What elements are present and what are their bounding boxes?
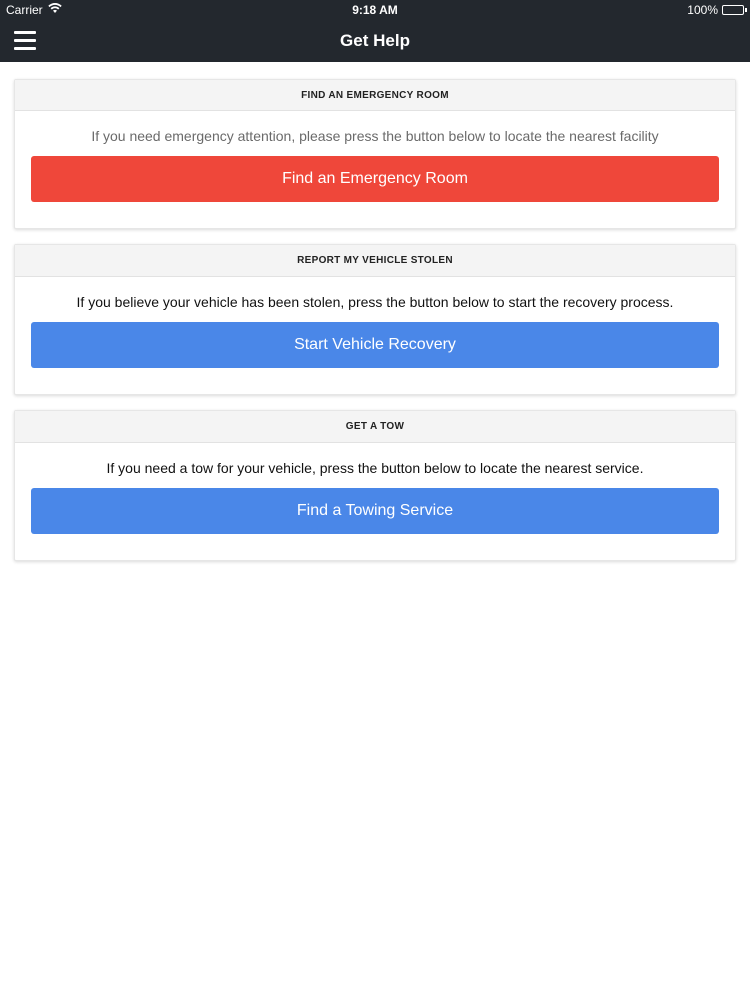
card-header: FIND AN EMERGENCY ROOM <box>15 80 735 111</box>
battery-icon <box>722 5 744 15</box>
find-towing-service-button[interactable]: Find a Towing Service <box>31 488 719 534</box>
status-time: 9:18 AM <box>352 3 398 17</box>
find-emergency-room-button[interactable]: Find an Emergency Room <box>31 156 719 202</box>
help-content <box>14 79 736 576</box>
card-description: If you need emergency attention, please press the button below to locate the nearest facility <box>91 128 659 144</box>
start-vehicle-recovery-button[interactable]: Start Vehicle Recovery <box>31 322 719 368</box>
card-description: If you believe your vehicle has been stolen, press the button below to start the recovery process. <box>76 294 674 310</box>
card-description: If you need a tow for your vehicle, press the button below to locate the nearest service. <box>106 460 644 476</box>
top-bar <box>0 0 750 62</box>
status-bar <box>0 0 750 20</box>
page-title: Get Help <box>340 31 410 50</box>
carrier-label: Carrier <box>6 3 43 17</box>
card-emergency-room <box>14 79 736 229</box>
card-header: GET A TOW <box>15 411 735 443</box>
card-vehicle-stolen <box>14 244 736 395</box>
card-body <box>15 277 735 394</box>
card-body <box>15 443 735 560</box>
card-body <box>15 111 735 228</box>
navbar <box>0 20 750 62</box>
battery-percentage: 100% <box>687 3 718 17</box>
card-get-tow <box>14 410 736 561</box>
card-header: REPORT MY VEHICLE STOLEN <box>15 245 735 277</box>
